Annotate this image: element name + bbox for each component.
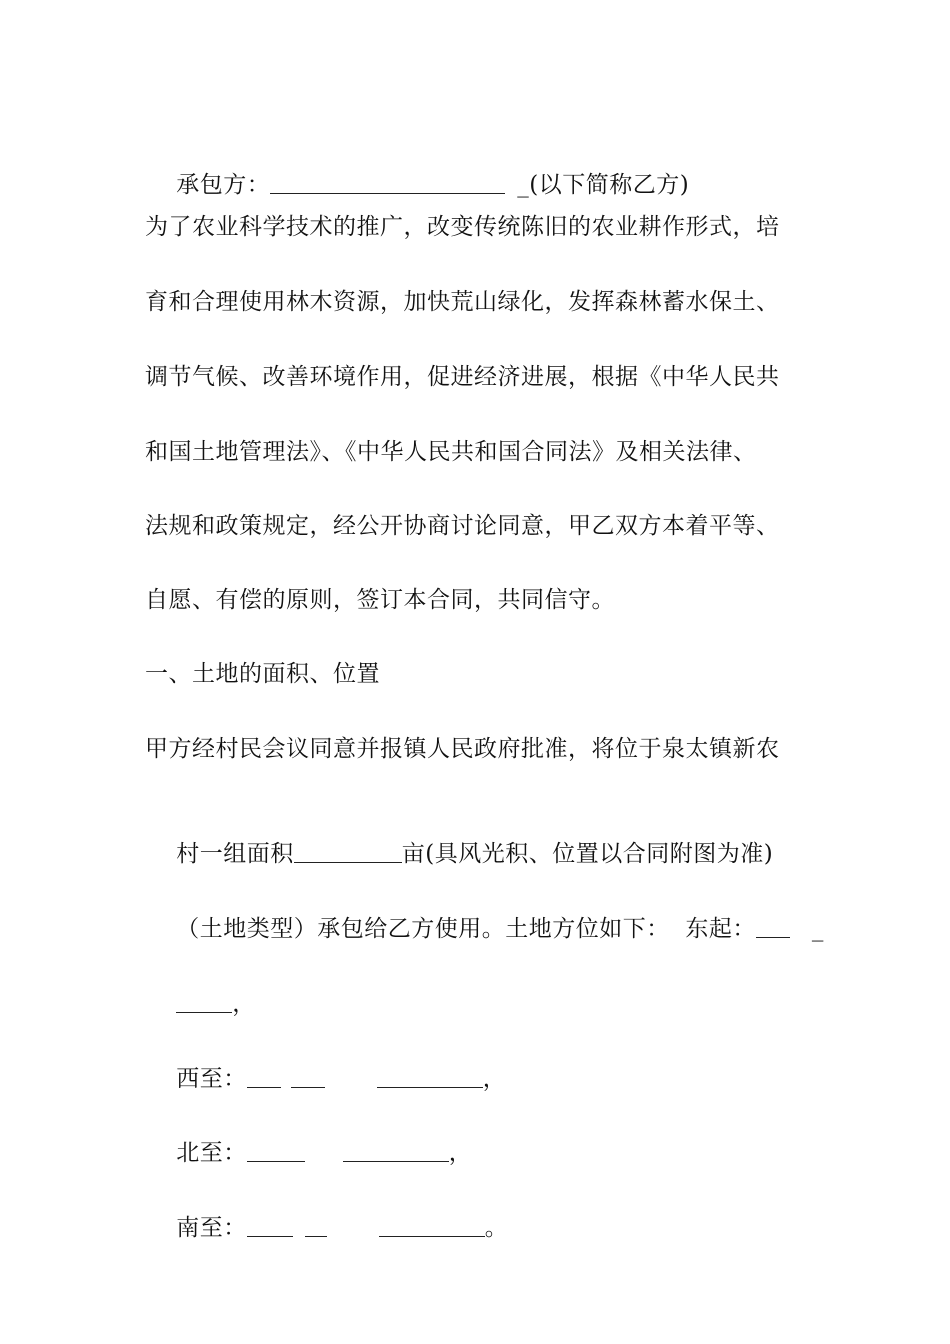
east-tail: _ (811, 916, 824, 942)
contractor-suffix: _(以下简称乙方) (517, 172, 690, 198)
area-blank (294, 842, 402, 863)
north-label: 北至： (176, 1140, 247, 1166)
north-blank-1 (247, 1141, 305, 1162)
preamble-line-6: 自愿、有偿的原则，签订本合同，共同信守。 (145, 587, 615, 613)
south-blank-3 (379, 1216, 485, 1237)
east-end: ， (232, 991, 256, 1017)
south-blank-1 (247, 1216, 293, 1237)
preamble-line-1: 为了农业科学技术的推广，改变传统陈旧的农业耕作形式，培 (145, 214, 780, 240)
west-blank-1 (247, 1067, 281, 1088)
west-end: ， (482, 1066, 507, 1092)
section-line-1: 甲方经村民会议同意并报镇人民政府批准，将位于泉太镇新农 (145, 736, 780, 762)
preamble-line-2: 育和合理使用林木资源，加快荒山绿化，发挥森林蓄水保土、 (145, 289, 780, 315)
section-heading: 一、土地的面积、位置 (145, 661, 380, 687)
south-line (145, 1183, 508, 1273)
north-blank-2 (343, 1141, 449, 1162)
preamble-line-4: 和国土地管理法》、《中华人民共和国合同法》及相关法律、 (145, 439, 757, 465)
contractor-label: 承包方： (176, 172, 271, 198)
west-blank-2 (291, 1067, 325, 1088)
area-prefix: 村一组面积 (176, 841, 294, 867)
east-blank-2 (176, 992, 232, 1013)
west-blank-3 (377, 1067, 483, 1088)
north-end: ， (448, 1140, 473, 1166)
east-blank-1 (756, 917, 790, 938)
south-label: 南至： (176, 1215, 247, 1241)
preamble-line-3: 调节气候、改善环境作用，促进经济进展，根据《中华人民共 (145, 364, 780, 390)
orientation-text: （土地类型）承包给乙方使用。土地方位如下： 东起： (176, 916, 756, 942)
area-suffix: 亩(具风光积、位置以合同附图为准) (401, 841, 774, 867)
west-label: 西至： (176, 1066, 247, 1092)
preamble-line-5: 法规和政策规定，经公开协商讨论同意，甲乙双方本着平等、 (145, 513, 780, 539)
south-end: 。 (484, 1215, 509, 1241)
south-blank-2 (305, 1216, 327, 1237)
contractor-blank (270, 173, 505, 194)
